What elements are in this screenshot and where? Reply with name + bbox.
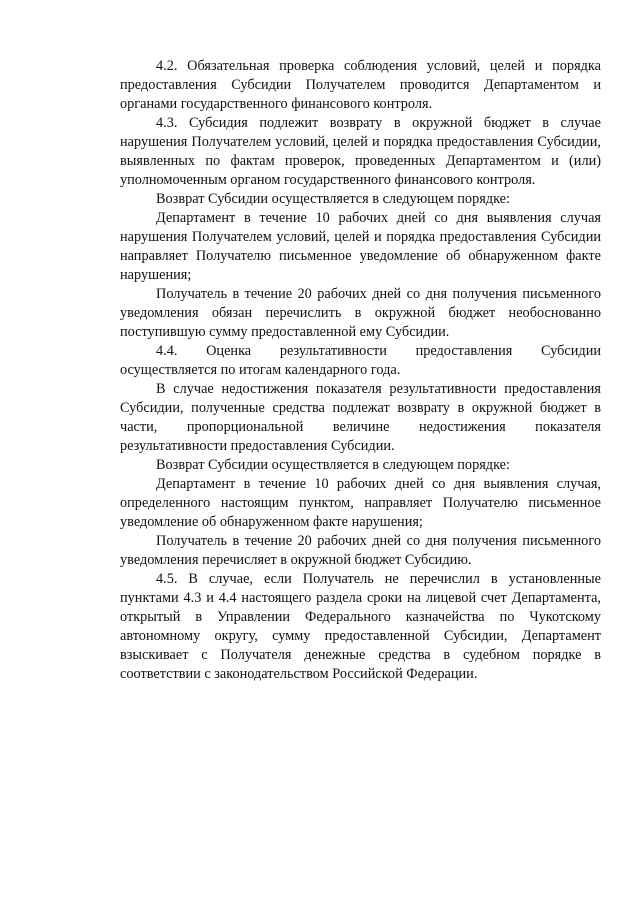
paragraph-4-2: 4.2. Обязательная проверка соблюдения условий, целей и порядка предоставления Субсидии Получателем проводится Департаментом и органами государственного финансового контроля. <box>120 58 601 112</box>
paragraph-4-3: 4.3. Субсидия подлежит возврату в окружной бюджет в случае нарушения Получателем условий, целей и порядка предоставления Субсидии, выявленных по фактам проверок, проведенных Департаментом и (или) уполномоченным органом государственного финансового контроля. <box>120 115 601 188</box>
paragraph-return-procedure-2: Возврат Субсидии осуществляется в следующем порядке: <box>156 457 510 473</box>
paragraph-4-5: 4.5. В случае, если Получатель не перечислил в установленные пунктами 4.3 и 4.4 настоящего раздела сроки на лицевой счет Департамента, открытый в Управлении Федерального казначейства по Чукотскому автономному округу, сумму предоставленной Субсидии, Департамент взыскивает с Получателя денежные средства в судебном порядке в соответствии с законодательством Российской Федерации. <box>120 571 601 682</box>
paragraph-non-achievement: В случае недостижения показателя результативности предоставления Субсидии, полученные средства подлежат возврату в окружной бюджет в части, пропорциональной величине недостижения показателя результативности предоставления Субсидии. <box>120 381 601 454</box>
paragraph-department-notice: Департамент в течение 10 рабочих дней со дня выявления случая нарушения Получателем условий, целей и порядка предоставления Субсидии направляет Получателю письменное уведомление об обнаруженном факте нарушения; <box>120 210 601 283</box>
document-body <box>120 57 601 684</box>
paragraph-4-4: 4.4. Оценка результативности предоставления Субсидии осуществляется по итогам календарного года. <box>120 343 601 378</box>
paragraph-recipient-transfer: Получатель в течение 20 рабочих дней со дня получения письменного уведомления обязан перечислить в окружной бюджет необоснованно поступившую сумму предоставленной ему Субсидии. <box>120 286 601 340</box>
paragraph-return-procedure: Возврат Субсидии осуществляется в следующем порядке: <box>156 191 510 207</box>
paragraph-recipient-transfer-2: Получатель в течение 20 рабочих дней со дня получения письменного уведомления перечисляет в окружной бюджет Субсидию. <box>120 533 601 568</box>
paragraph-department-notice-2: Департамент в течение 10 рабочих дней со дня выявления случая, определенного настоящим пунктом, направляет Получателю письменное уведомление об обнаруженном факте нарушения; <box>120 476 601 530</box>
